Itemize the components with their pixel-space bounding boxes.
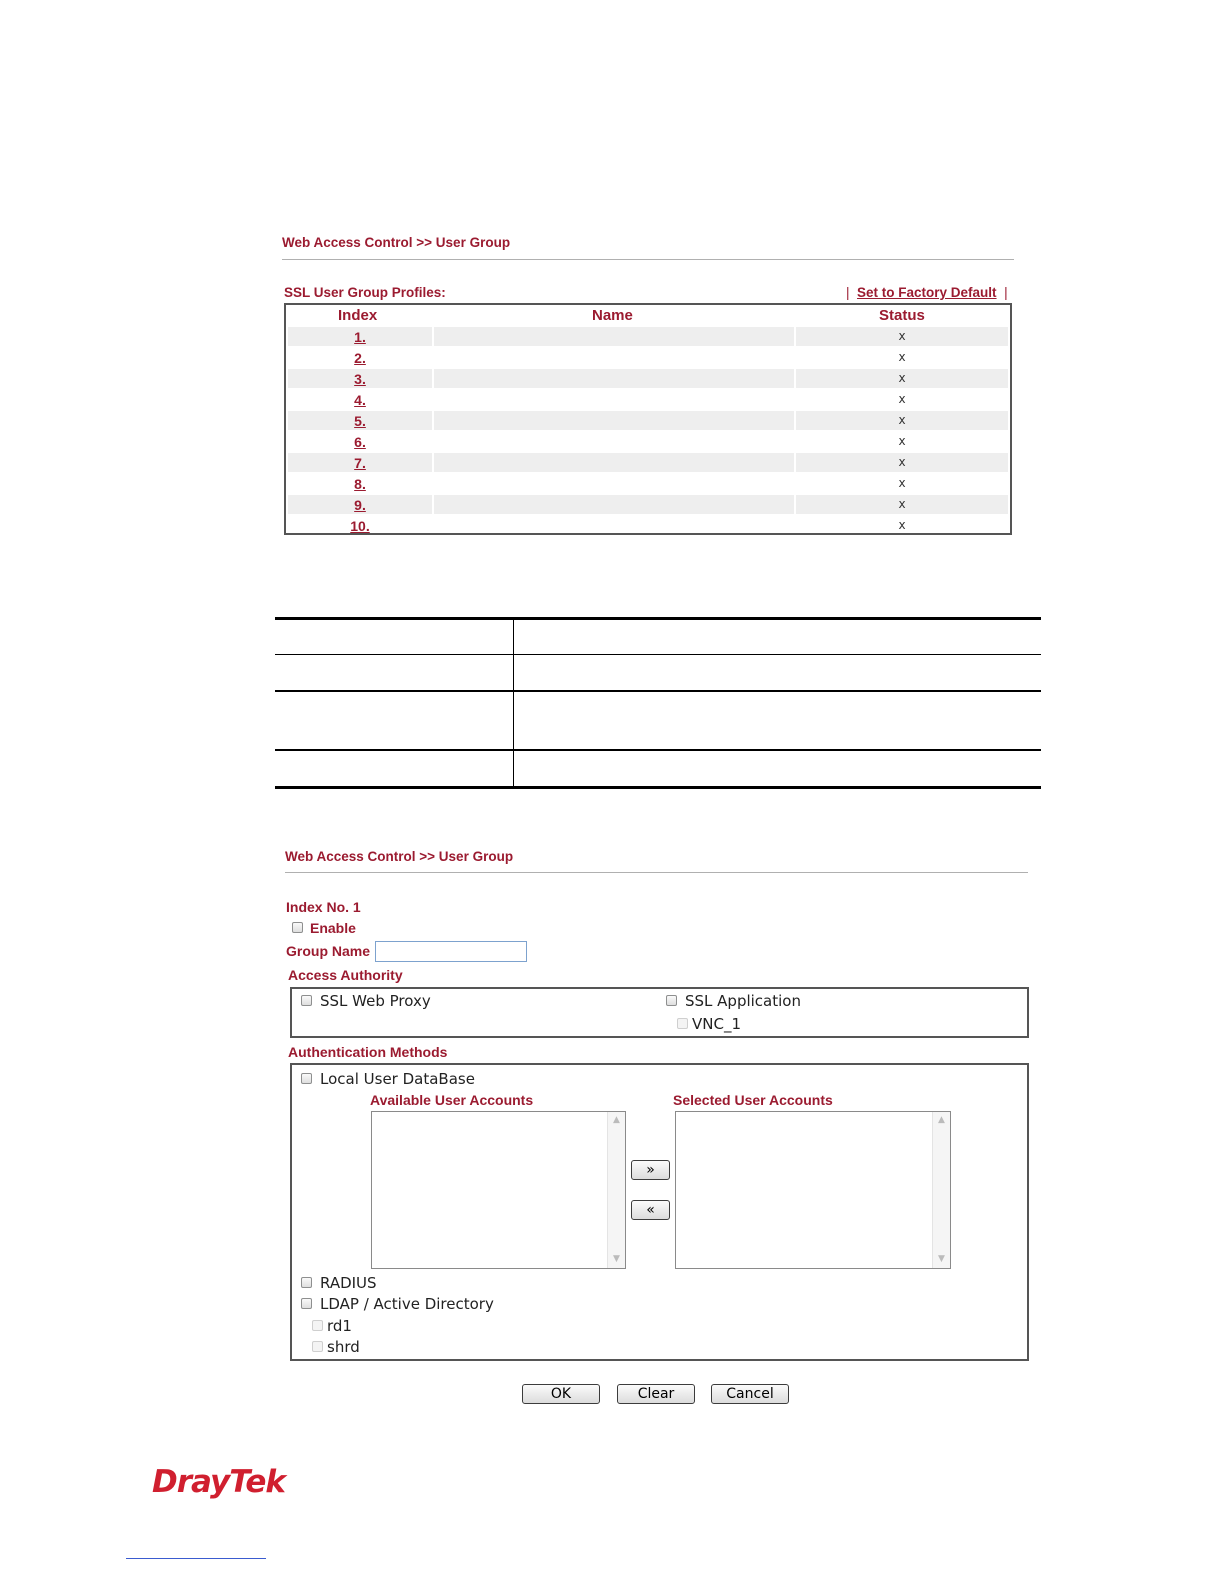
profile-index-link[interactable]: 7. [354,455,366,471]
local-user-db-label: Local User DataBase [320,1070,475,1088]
ldap-server-checkbox[interactable] [312,1341,323,1352]
index-cell [288,453,432,472]
ldap-checkbox[interactable] [301,1298,312,1309]
scroll-up-icon[interactable]: ▲ [938,1115,945,1125]
status-cell: x [796,495,1008,514]
ldap-server-label: rd1 [327,1317,352,1335]
table-row [288,390,1008,409]
access-authority-label: Access Authority [288,967,403,983]
scroll-down-icon[interactable]: ▼ [938,1254,945,1264]
separator: | [846,285,850,300]
cancel-button[interactable]: Cancel [711,1384,789,1404]
index-cell [288,495,432,514]
name-cell [434,327,794,346]
profiles-table [284,303,1012,535]
draytek-logo: DrayTek [152,1464,285,1500]
name-cell [434,411,794,430]
ssl-application-label: SSL Application [685,992,801,1010]
profile-index-link[interactable]: 6. [354,434,366,450]
footer-link-underline [126,1558,266,1559]
scrollbar[interactable] [932,1112,950,1268]
name-cell [434,495,794,514]
table-row [288,495,1008,514]
index-cell [288,390,432,409]
status-cell: x [796,411,1008,430]
status-cell: x [898,518,906,532]
form-breadcrumb-divider [285,872,1028,873]
move-right-button[interactable]: » [631,1160,670,1180]
index-cell [288,516,432,535]
name-cell [434,348,794,367]
profile-index-link[interactable]: 2. [354,350,366,366]
table-row [288,369,1008,388]
profile-index-link[interactable]: 1. [354,329,366,345]
status-cell: x [898,350,906,364]
table-row [288,516,1008,535]
vnc-checkbox[interactable] [677,1018,688,1029]
table-row [288,474,1008,493]
desc-table-row-divider [275,749,1041,751]
clear-button[interactable]: Clear [617,1384,695,1404]
table-row [288,432,1008,451]
selected-accounts-list[interactable] [675,1111,951,1269]
status-cell: x [796,327,1008,346]
column-header-index: Index [338,307,378,324]
vnc-label: VNC_1 [692,1015,741,1033]
scroll-up-icon[interactable]: ▲ [613,1115,620,1125]
group-name-input[interactable] [375,941,527,962]
separator: | [1004,285,1008,300]
profile-index-link[interactable]: 3. [354,371,366,387]
ldap-server-checkbox[interactable] [312,1320,323,1331]
scroll-down-icon[interactable]: ▼ [613,1254,620,1264]
profile-index-link[interactable]: 5. [354,413,366,429]
ldap-server-label: shrd [327,1338,360,1356]
authentication-methods-box [290,1063,1029,1361]
access-authority-box [290,987,1029,1038]
status-cell: x [898,476,906,490]
form-breadcrumb: Web Access Control >> User Group [285,849,514,864]
name-cell [434,369,794,388]
radius-label: RADIUS [320,1274,377,1292]
set-factory-default-link[interactable]: Set to Factory Default [857,285,997,300]
name-cell [434,390,794,409]
status-cell: x [898,392,906,406]
index-cell [288,369,432,388]
table-row [288,411,1008,430]
index-cell [288,432,432,451]
page-breadcrumb: Web Access Control >> User Group [282,235,511,250]
profile-index-link[interactable]: 4. [354,392,366,408]
selected-accounts-label: Selected User Accounts [673,1092,833,1108]
table-row [288,327,1008,346]
column-header-name: Name [592,307,633,324]
status-cell: x [898,434,906,448]
name-cell [434,453,794,472]
index-cell [288,348,432,367]
index-cell [288,327,432,346]
status-cell: x [796,453,1008,472]
ldap-label: LDAP / Active Directory [320,1295,494,1313]
index-cell [288,474,432,493]
scrollbar[interactable] [607,1112,625,1268]
desc-table-row-divider [275,654,1041,655]
table-row [288,348,1008,367]
factory-default-link-group [846,285,1008,300]
ok-button[interactable]: OK [522,1384,600,1404]
status-cell: x [796,369,1008,388]
index-number-label: Index No. 1 [286,899,361,915]
profile-index-link[interactable]: 9. [354,497,366,513]
desc-table-top-border [275,617,1041,620]
available-accounts-list[interactable] [371,1111,626,1269]
local-user-db-checkbox[interactable] [301,1073,312,1084]
ssl-web-proxy-label: SSL Web Proxy [320,992,431,1010]
radius-checkbox[interactable] [301,1277,312,1288]
name-cell [434,516,794,535]
profile-index-link[interactable]: 8. [354,476,366,492]
group-name-label: Group Name [286,943,371,959]
enable-checkbox[interactable] [292,922,303,933]
column-header-status: Status [879,307,925,324]
authentication-methods-label: Authentication Methods [288,1044,448,1060]
move-left-button[interactable]: « [631,1200,670,1220]
index-cell [288,411,432,430]
name-cell [434,432,794,451]
desc-table-row-divider [275,690,1041,692]
desc-table-column-divider [513,619,514,787]
ssl-web-proxy-checkbox[interactable] [301,995,312,1006]
table-row [288,453,1008,472]
enable-label: Enable [310,920,356,936]
breadcrumb-divider [282,259,1014,260]
profile-index-link[interactable]: 10. [350,518,370,534]
ssl-application-checkbox[interactable] [666,995,677,1006]
desc-table-bottom-border [275,786,1041,789]
available-accounts-label: Available User Accounts [370,1092,534,1108]
name-cell [434,474,794,493]
profiles-title: SSL User Group Profiles: [284,285,446,300]
